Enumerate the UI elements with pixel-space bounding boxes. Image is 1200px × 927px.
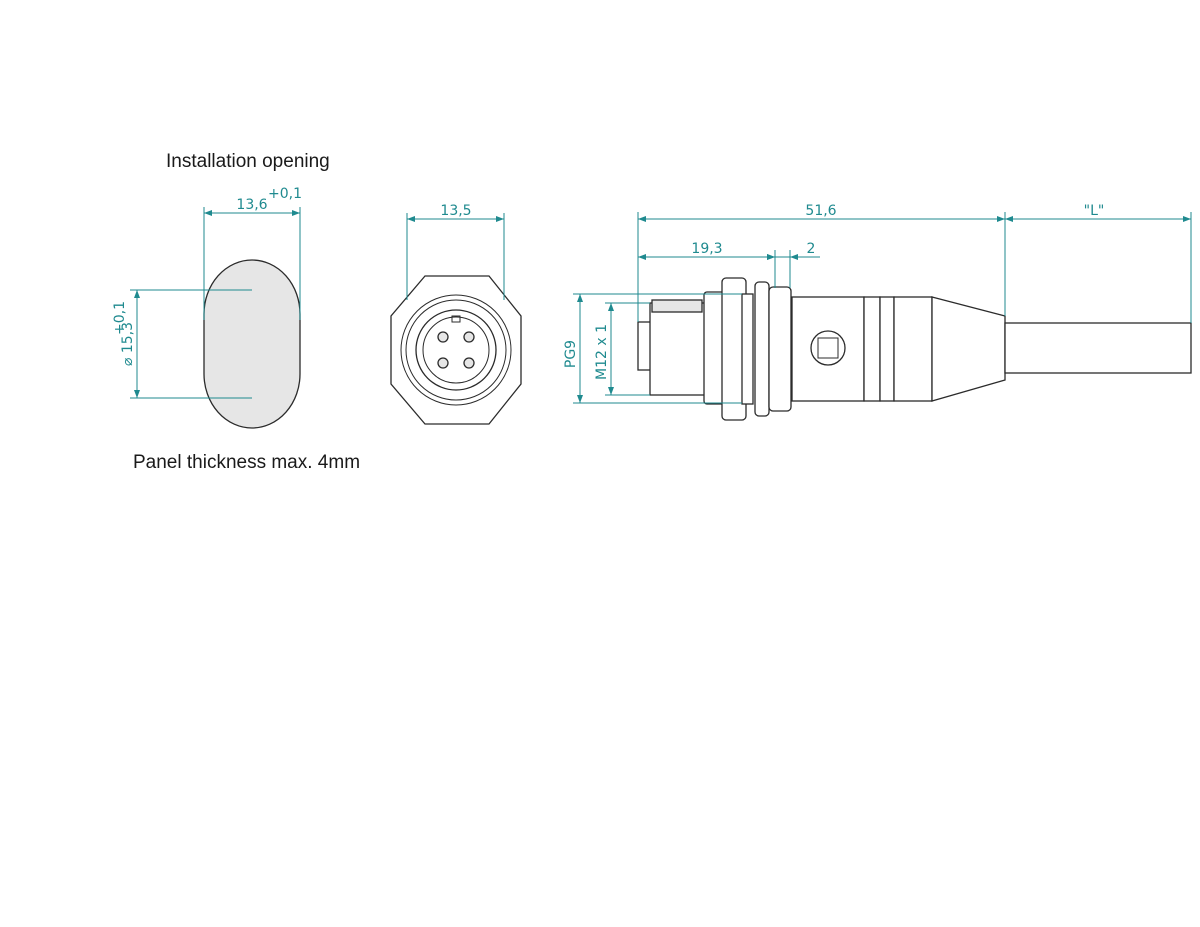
opening-diameter-tolerance: +0,1 bbox=[112, 301, 128, 335]
hex-width-label: 13,5 bbox=[440, 203, 472, 219]
grip-ring-2 bbox=[880, 297, 894, 401]
grip-ring-3 bbox=[894, 297, 932, 401]
thread-length-label: 19,3 bbox=[691, 241, 723, 257]
pin-contact-2 bbox=[464, 332, 474, 342]
installation-opening-view bbox=[112, 186, 302, 428]
logo-badge bbox=[811, 331, 845, 365]
opening-cutout-shape bbox=[204, 260, 300, 428]
opening-width-label: 13,6 bbox=[236, 197, 268, 213]
panel-nut-4 bbox=[769, 287, 791, 411]
overall-length-label: 51,6 bbox=[805, 203, 837, 219]
pg9-label: PG9 bbox=[563, 339, 579, 369]
pin-contact-4 bbox=[464, 358, 474, 368]
nut-width-arrow-right bbox=[790, 254, 798, 260]
nut-width-arrow-left bbox=[767, 254, 775, 260]
panel-thickness-note: Panel thickness max. 4mm bbox=[133, 452, 361, 473]
panel-nut-3 bbox=[755, 282, 769, 416]
opening-width-tolerance: +0,1 bbox=[268, 186, 302, 202]
strain-relief bbox=[932, 297, 1005, 401]
grip-ring-1 bbox=[864, 297, 880, 401]
connector-front-view bbox=[391, 203, 521, 424]
pin-contact-1 bbox=[438, 332, 448, 342]
opening-diameter-label: ⌀ 15,3 bbox=[120, 321, 136, 367]
thread-hatch bbox=[652, 300, 702, 312]
m12-thread bbox=[650, 303, 705, 395]
cable bbox=[1005, 323, 1191, 373]
installation-opening-title: Installation opening bbox=[166, 151, 330, 172]
cable-length-label: "L" bbox=[1083, 203, 1105, 219]
panel-washer bbox=[742, 294, 753, 404]
nut-width-label: 2 bbox=[806, 241, 816, 257]
pin-contact-3 bbox=[438, 358, 448, 368]
connector-side-view bbox=[563, 203, 1191, 420]
m12-label: M12 x 1 bbox=[594, 324, 610, 380]
